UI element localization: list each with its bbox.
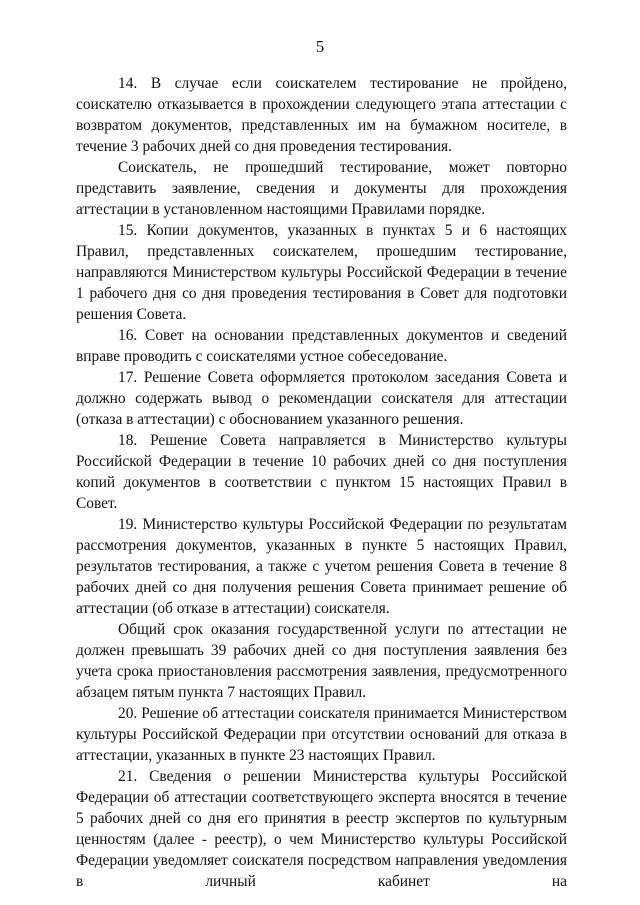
- paragraph-17: 17. Решение Совета оформляется протоколом заседания Совета и должно содержать вывод о рекомендации соискателя для аттестации (отказа в аттестации) с обоснованием указанного решения.: [76, 369, 567, 428]
- paragraph-19: 19. Министерство культуры Российской Федерации по результатам рассмотрения документов, указанных в пункте 5 настоящих Правил, результатов тестирования, а также с учетом решения Совета в течение 8 рабочих дней со дня получения решения Совета принимает решение об аттестации (об отказе в аттестации) соискателя.: [76, 516, 567, 617]
- paragraph-20: 20. Решение об аттестации соискателя принимается Министерством культуры Российской Федерации при отсутствии оснований для отказа в аттестации, указанных в пункте 23 настоящих Правил.: [76, 705, 567, 764]
- document-body: [76, 73, 567, 892]
- paragraph-16: 16. Совет на основании представленных документов и сведений вправе проводить с соискателями устное собеседование.: [76, 327, 567, 365]
- paragraph-14-retest: Соискатель, не прошедший тестирование, может повторно представить заявление, сведения и документы для прохождения аттестации в установленном настоящими Правилами порядке.: [76, 159, 567, 218]
- paragraph-15: 15. Копии документов, указанных в пунктах 5 и 6 настоящих Правил, представленных соискателем, прошедшим тестирование, направляются Министерством культуры Российской Федерации в течение 1 рабочего дня со дня проведения тестирования в Совет для подготовки решения Совета.: [76, 222, 567, 323]
- page-number: 5: [315, 37, 325, 56]
- paragraph-14: 14. В случае если соискателем тестирование не пройдено, соискателю отказывается в прохождении следующего этапа аттестации с возвратом документов, представленных им на бумажном носителе, в течение 3 рабочих дней со дня проведения тестирования.: [76, 75, 567, 155]
- paragraph-21: 21. Сведения о решении Министерства культуры Российской Федерации об аттестации соответствующего эксперта вносятся в течение 5 рабочих дней со дня его принятия в реестр экспертов по культурным ценностям (далее - реестр), о чем Министерство культуры Российской Федерации уведомляет соискателя посредством направления уведомления в личный кабинет на: [76, 768, 567, 890]
- paragraph-19-term: Общий срок оказания государственной услуги по аттестации не должен превышать 39 рабочих дней со дня поступления заявления без учета срока приостановления рассмотрения заявления, предусмотренного абзацем пятым пункта 7 настоящих Правил.: [76, 621, 567, 701]
- paragraph-18: 18. Решение Совета направляется в Министерство культуры Российской Федерации в течение 10 рабочих дней со дня поступления копий документов в соответствии с пунктом 15 настоящих Правил в Совет.: [76, 432, 567, 512]
